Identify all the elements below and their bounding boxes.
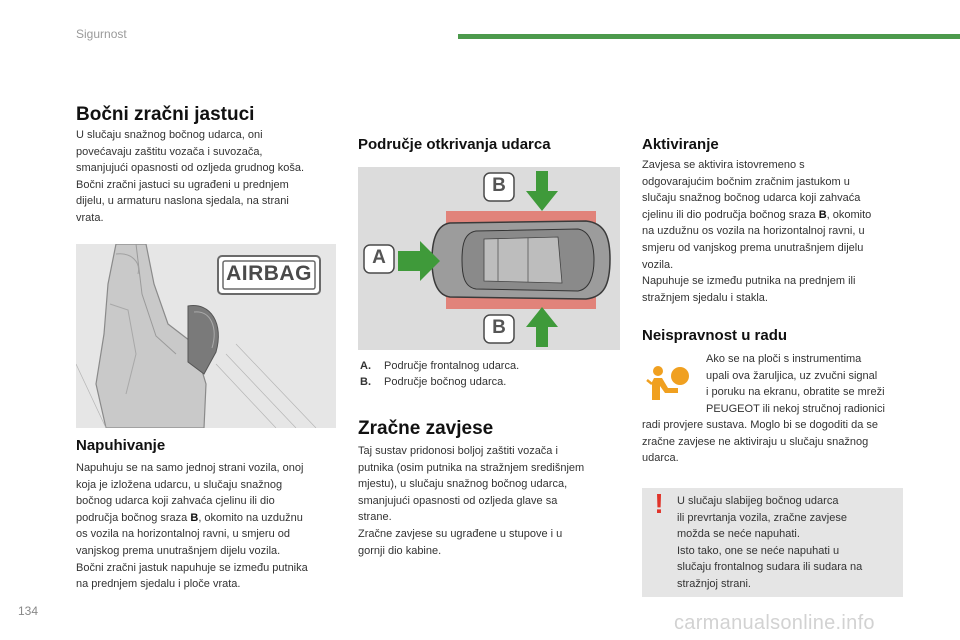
header-rule (458, 34, 960, 39)
fault-text-indented: Ako se na ploči s instrumentima upali ova žaruljica, uz zvučni signal i poruku na ekranu, obratite se mreži PEUGEOT ili nekoj stručnoj radionici (706, 353, 885, 415)
seat-airbag-photo (76, 244, 336, 428)
inflation-zone-b: B (190, 511, 199, 524)
curtain-text: Taj sustav pridonosi boljoj zaštiti vozača i putnika (osim putnika na stražnjem središnjem mjestu), u slučaju snažnog bočnog udarca, smanjujući opasnosti od ozljeda glave sa strane. Zračne zavjese su ugrađene u stupove i u gornji dio kabine. (358, 445, 585, 557)
detection-heading: Područje otkrivanja udarca (358, 136, 551, 153)
page-number: 134 (18, 604, 39, 618)
activation-text-part1: Zavjesa se aktivira istovremeno s odgovarajućim bočnim zračnim jastukom u slučaju snažnog bočnog udarca koji zahvaća cjelinu ili dio područja bočnog sraza (642, 159, 861, 221)
inflation-text (76, 460, 348, 593)
activation-text (642, 157, 912, 306)
diagram-label-b-top: B (492, 175, 506, 196)
impact-zone-diagram (358, 167, 620, 350)
curtain-heading: Zračne zavjese (358, 418, 494, 439)
page-title: Bočni zračni jastuci (76, 104, 255, 125)
legend-item-b (360, 375, 519, 391)
activation-heading: Aktiviranje (642, 136, 719, 153)
diagram-legend (360, 359, 519, 390)
inflation-text-part2: , okomito na uzdužnu os vozila na horizontalnoj ravni, u smjeru od vanjskog prema unutrašnjem dijelu vozila. Bočni zračni jastuk napuhuje se između putnika na prednjem sjedalu i ploče vrata. (76, 511, 308, 591)
activation-text-part2: , okomito na uzdužnu os vozila na horizontalnoj ravni, u smjeru od vanjskog prema unutrašnjem dijelu vozila. Napuhuje se između putnika na prednjem ili stražnjem sjedalu i stakla. (642, 208, 872, 304)
inflation-heading: Napuhivanje (76, 437, 166, 454)
fault-text: radi provjere sustava. Moglo bi se dogoditi da se zračne zavjese ne aktiviraju u slučaju snažnog udarca. (642, 419, 879, 465)
legend-text: Područje frontalnog udarca. (384, 360, 520, 372)
legend-item-a (360, 359, 519, 375)
warning-text: U slučaju slabijeg bočnog udarca ili prevrtanja vozila, zračne zavjese možda se neće napuhati. Isto tako, one se neće napuhati u slučaju frontalnog sudara ili sudara na stražnjoj strani. (677, 495, 863, 590)
intro-text: U slučaju snažnog bočnog udarca, oni povećavaju zaštitu vozača i suvozača, smanjujući opasnosti od ozljeda grudnog koša. Bočni zračni jastuci su ugrađeni u prednjem dijelu, u armaturu naslona sjedala, na strani vrata. (76, 129, 305, 224)
inflation-text-part1: Napuhuju se na samo jednoj strani vozila, onoj koja je izložena udarcu, u slučaju snažnog bočnog udarca koji zahvaća cjelinu ili dio područja bočnog sraza (76, 462, 304, 524)
airbag-badge-label: AIRBAG (226, 262, 312, 285)
section-label: Sigurnost (76, 27, 127, 41)
warning-exclamation-icon: ! (654, 488, 664, 519)
activation-zone-b: B (818, 208, 827, 221)
legend-key: A. (360, 360, 371, 372)
watermark: carmanualsonline.info (674, 612, 875, 634)
legend-key: B. (360, 375, 371, 388)
legend-text: Područje bočnog udarca. (384, 375, 507, 388)
fault-heading: Neispravnost u radu (642, 327, 788, 344)
airbag-warning-lamp-icon (644, 362, 692, 402)
diagram-label-b-bottom: B (492, 317, 506, 338)
diagram-label-a: A (372, 247, 386, 268)
